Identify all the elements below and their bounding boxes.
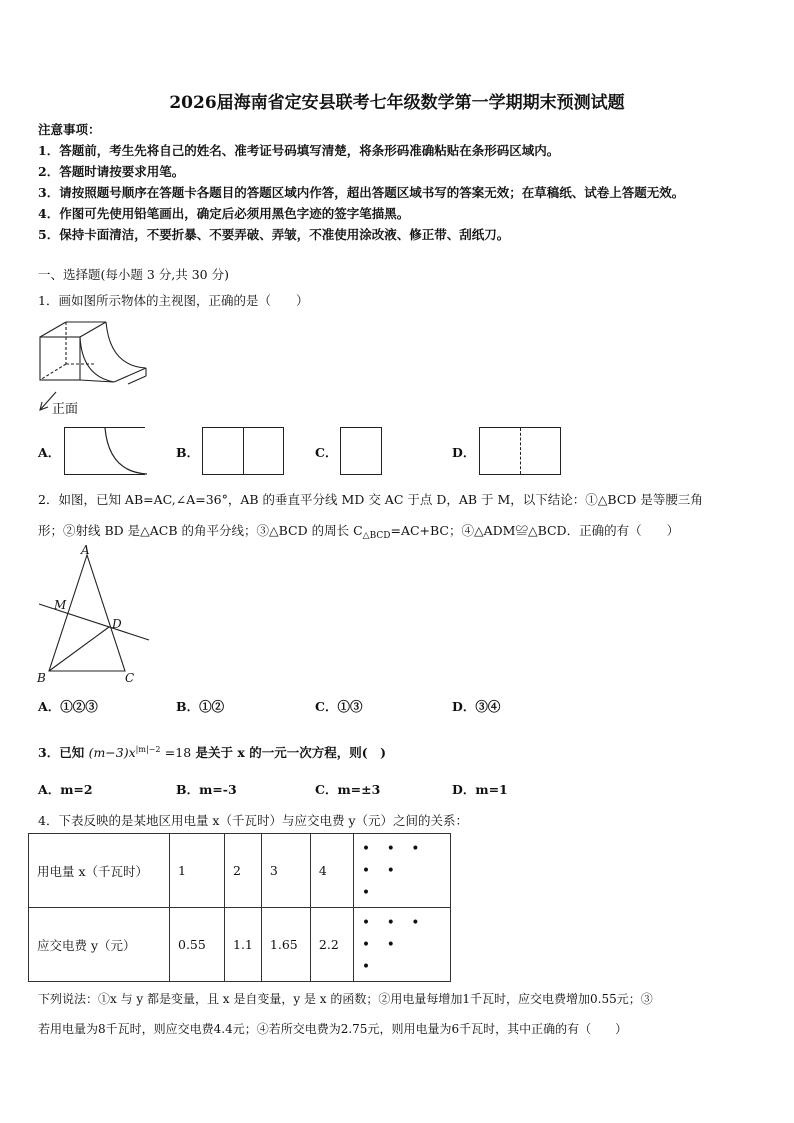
question-2-line2: 形；②射线 BD 是△ACB 的角平分线；③△BCD 的周长 $C_{\triangle BCD}=AC+BC$；④△ADM≌△BCD．正确的有（ ） [38,523,680,541]
section-heading: 一、选择题(每小题 3 分,共 30 分) [38,267,229,282]
question-1-stem: 1．画如图所示物体的主视图，正确的是（ ） [38,293,309,308]
label-d: D [112,617,122,631]
table-cell-ellipsis: • • • • • • [353,908,450,982]
q2-triangle-figure [30,540,160,690]
table-cell: 0.55 [170,908,225,982]
notice-heading: 注意事项： [38,122,101,137]
option-d[interactable]: D． [452,445,476,460]
notice-item: 5．保持卡面清洁，不要折暴、不要弄破、弄皱，不准使用涂改液、修正带、刮纸刀。 [38,227,510,242]
question-4-statements-line1: 下列说法：①x 与 y 都是变量，且 x 是自变量，y 是 x 的函数；②用电量每增加1千瓦时，应交电费增加0.55元；③ [38,992,653,1006]
question-4-statements-line2: 若用电量为8千瓦时，则应交电费4.4元；④若所交电费为2.75元，则用电量为6千瓦时，其中正确的有（ ） [38,1022,628,1036]
q2-option-d[interactable]: D．③④ [452,699,501,714]
label-c: C [125,671,135,685]
q2-option-a[interactable]: A．①②③ [38,699,98,714]
q4-table [28,833,451,982]
page-title: 2026届海南省定安县联考七年级数学第一学期期末预测试题 [169,93,625,113]
label-m: M [54,598,67,612]
option-a[interactable]: A． [38,445,61,460]
front-view-label: 正面 [52,402,79,417]
table-cell: 4 [310,834,353,908]
q2-option-c[interactable]: C．①③ [315,699,363,714]
option-c-figure [340,427,382,475]
notice-item: 1．答题前，考生先将自己的姓名、准考证号码填写清楚，将条形码准确粘贴在条形码区域内。 [38,143,560,158]
question-2-line1: 2．如图，已知 AB=AC,∠A=36°，AB 的垂直平分线 MD 交 AC 于点 D，AB 于 M，以下结论：①△BCD 是等腰三角 [38,492,703,507]
table-row-label: 用电量 x（千瓦时） [29,834,170,908]
table-row [29,908,451,982]
notice-item: 3．请按照题号顺序在答题卡各题目的答题区域内作答，超出答题区域书写的答案无效；在草稿纸、试卷上答题无效。 [38,185,685,200]
option-a-figure [64,427,145,475]
table-row [29,834,451,908]
label-b: B [37,671,46,685]
option-d-figure [479,427,561,475]
table-row-label: 应交电费 y（元） [29,908,170,982]
table-cell: 2 [225,834,262,908]
option-c[interactable]: C． [315,445,338,460]
question-4-stem: 4．下表反映的是某地区用电量 x（千瓦时）与应交电费 y（元）之间的关系： [38,813,469,828]
q3-option-d[interactable]: D．m=1 [452,782,508,797]
label-a: A [81,543,90,557]
q3-option-b[interactable]: B．m=-3 [176,782,237,797]
notice-item: 4．作图可先使用铅笔画出，确定后必须用黑色字迹的签字笔描黑。 [38,206,410,221]
q3-option-c[interactable]: C．m=±3 [315,782,381,797]
question-3-stem: 3．已知 $(m-3)x^{|m|-2} =18$ 是关于 x 的一元一次方程，则( ) [38,744,387,760]
option-b[interactable]: B． [176,445,200,460]
table-cell: 2.2 [310,908,353,982]
notice-item: 2．答题时请按要求用笔。 [38,164,185,179]
option-b-figure [202,427,284,475]
table-cell: 3 [261,834,310,908]
table-cell: 1.65 [261,908,310,982]
q3-option-a[interactable]: A．m=2 [38,782,93,797]
table-cell: 1 [170,834,225,908]
table-cell-ellipsis: • • • • • • [353,834,450,908]
q2-option-b[interactable]: B．①② [176,699,225,714]
table-cell: 1.1 [225,908,262,982]
